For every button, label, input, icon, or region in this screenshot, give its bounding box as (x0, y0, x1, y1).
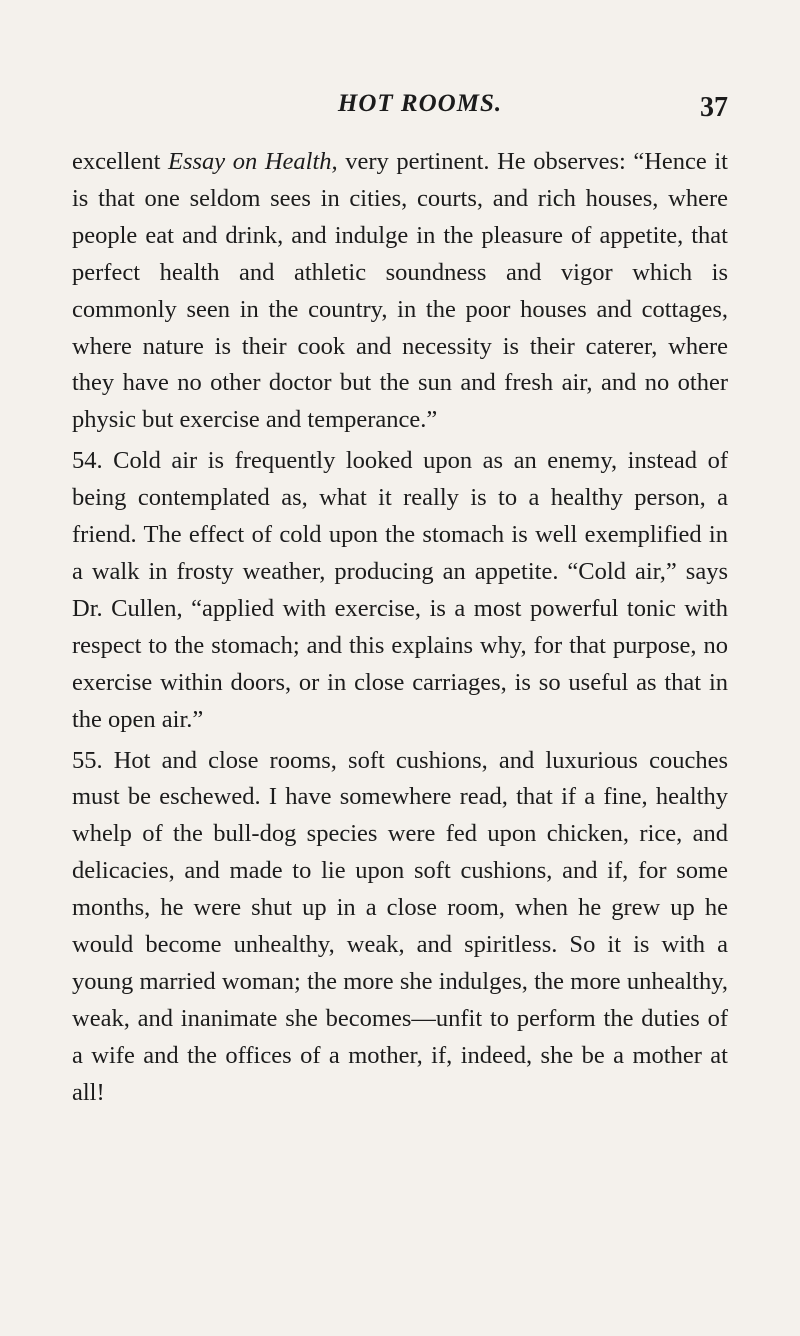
paragraph-55: 55. Hot and close rooms, soft cushions, and luxurious couches must be eschewed. I have somewhere read, that if a fine, healthy whelp of the bull-dog species were fed upon chicken, rice, and delicacies, and made to lie upon soft cushions, and if, for some months, he were shut up in a close room, when he grew up he would become unhealthy, weak, and spiritless. So it is with a young married woman; the more she indulges, the more unhealthy, weak, and inanimate she becomes—unfit to perform the duties of a wife and the offices of a mother, if, indeed, she be a mother at all! (72, 746, 728, 1106)
essay-title-reference: Essay on Health, (168, 148, 338, 175)
running-title: HOT ROOMS. (337, 90, 503, 117)
paragraph-text-after: very pertinent. He observes: “Hence it is that one seldom sees in cities, courts, and rich houses, where people eat and drink, and indulge in the pleasure of appetite, that perfect health and athletic soundness and vigor which is commonly seen in the country, in the poor houses and cottages, where nature is their cook and necessity is their caterer, where they have no other doctor but the sun and fresh air, and no other physic but exercise and temperance.” (72, 148, 728, 434)
paragraph-54: 54. Cold air is frequently looked upon as an enemy, instead of being contemplated as, what it really is to a healthy person, a friend. The effect of cold upon the stomach is well exemplified in a walk in frosty weather, producing an appetite. “Cold air,” says Dr. Cullen, “applied with exercise, is a most powerful tonic with respect to the stomach; and this explains why, for that purpose, no exercise within doors, or in close carriages, is so useful as that in the open air.” (72, 447, 728, 733)
paragraph-text-before: excellent (72, 148, 168, 175)
paragraph-continued (72, 144, 728, 439)
running-header (72, 90, 728, 130)
page-number: 37 (700, 92, 728, 123)
body-text (72, 144, 728, 1112)
